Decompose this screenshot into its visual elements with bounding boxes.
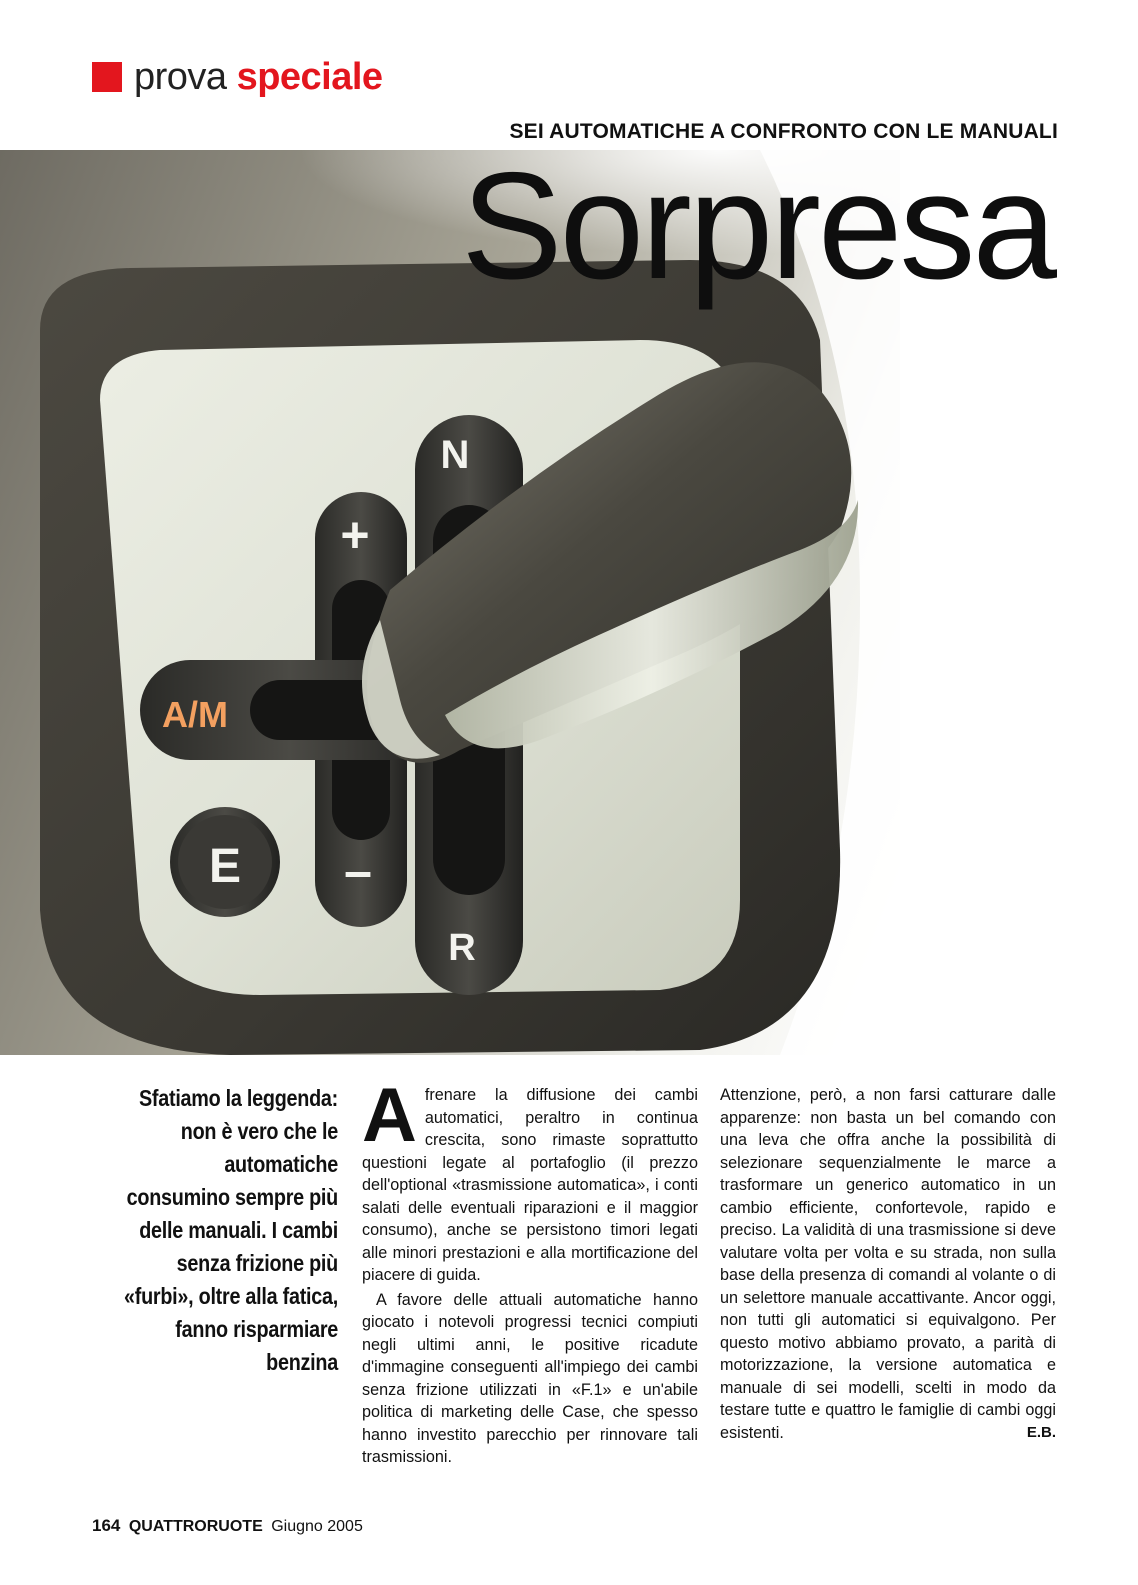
body-column-1 [362, 1073, 698, 1469]
gear-label-minus: – [344, 843, 372, 899]
page-footer [92, 1516, 363, 1536]
section-header [92, 52, 383, 102]
section-label-speciale: speciale [236, 55, 383, 98]
body-text: frenare la diffusione dei cambi automatici, peraltro in continua crescita, sono rimaste soprattutto questioni legate al portafoglio (il prezzo dell'optional «trasmissione automatica», i conti salati delle eventuali riparazioni e il maggior consumo), anche se persistono timori legati alle minori prestazioni e alla mortificazione del piacere di guida. [362, 1086, 698, 1284]
headline: Sorpresa [461, 141, 1054, 311]
body-paragraph [720, 1084, 1056, 1444]
gear-label-n: N [440, 433, 470, 477]
page-number: 164 [92, 1516, 121, 1535]
section-label-prova: prova [134, 55, 227, 98]
magazine-name: QUATTRORUOTE [128, 1518, 263, 1535]
kicker: SEI AUTOMATICHE A CONFRONTO CON LE MANUALI [509, 120, 1058, 143]
body-column-2 [720, 1084, 1056, 1444]
gear-label-plus: + [340, 507, 370, 563]
gear-label-am: A/M [162, 694, 228, 735]
gear-label-r: R [448, 927, 476, 969]
section-marker-square [92, 62, 122, 92]
issue-date: Giugno 2005 [271, 1518, 363, 1535]
gear-label-e: E [208, 840, 242, 893]
body-paragraph [362, 1073, 698, 1287]
author-signature: E.B. [1026, 1423, 1056, 1441]
body-paragraph: A favore delle attuali automatiche hanno giocato i notevoli progressi tecnici compiuti negli ultimi anni, le positive ricadute d'immagine conseguenti all'impiego dei cambi senza frizione utilizzati in «F.1» e un'abile politica di marketing delle Case, che spesso hanno investito parecchio per rinnovare tali trasmissioni. [362, 1290, 698, 1466]
body-text: Attenzione, però, a non farsi catturare dalle apparenze: non basta un bel comando con una leva che offra anche la possibilità di selezionare sequenzialmente le marce a trasformare un generico automatico in un cambio efficiente, confortevole, rapido e preciso. La validità di una trasmissione si deve valutare volta per volta e su strada, non sulla base della presenza di comandi al volante o di un selettore manuale accattivante. Ancor oggi, non tutti gli automatici si equivalgono. Per questo motivo abbiamo provato, a parità di motorizzazione, la versione automatica e manuale di sei modelli, scelti in modo da testare tutte e quattro le famiglie di cambi oggi esistenti. [720, 1086, 1056, 1442]
drop-cap: A [362, 1073, 417, 1158]
deck: Sfatiamo la leggenda: non è vero che le automatiche consumino sempre più delle manuali. I cambi senza frizione più «furbi», oltre alla fatica, fanno risparmiare benzina [124, 1085, 338, 1375]
